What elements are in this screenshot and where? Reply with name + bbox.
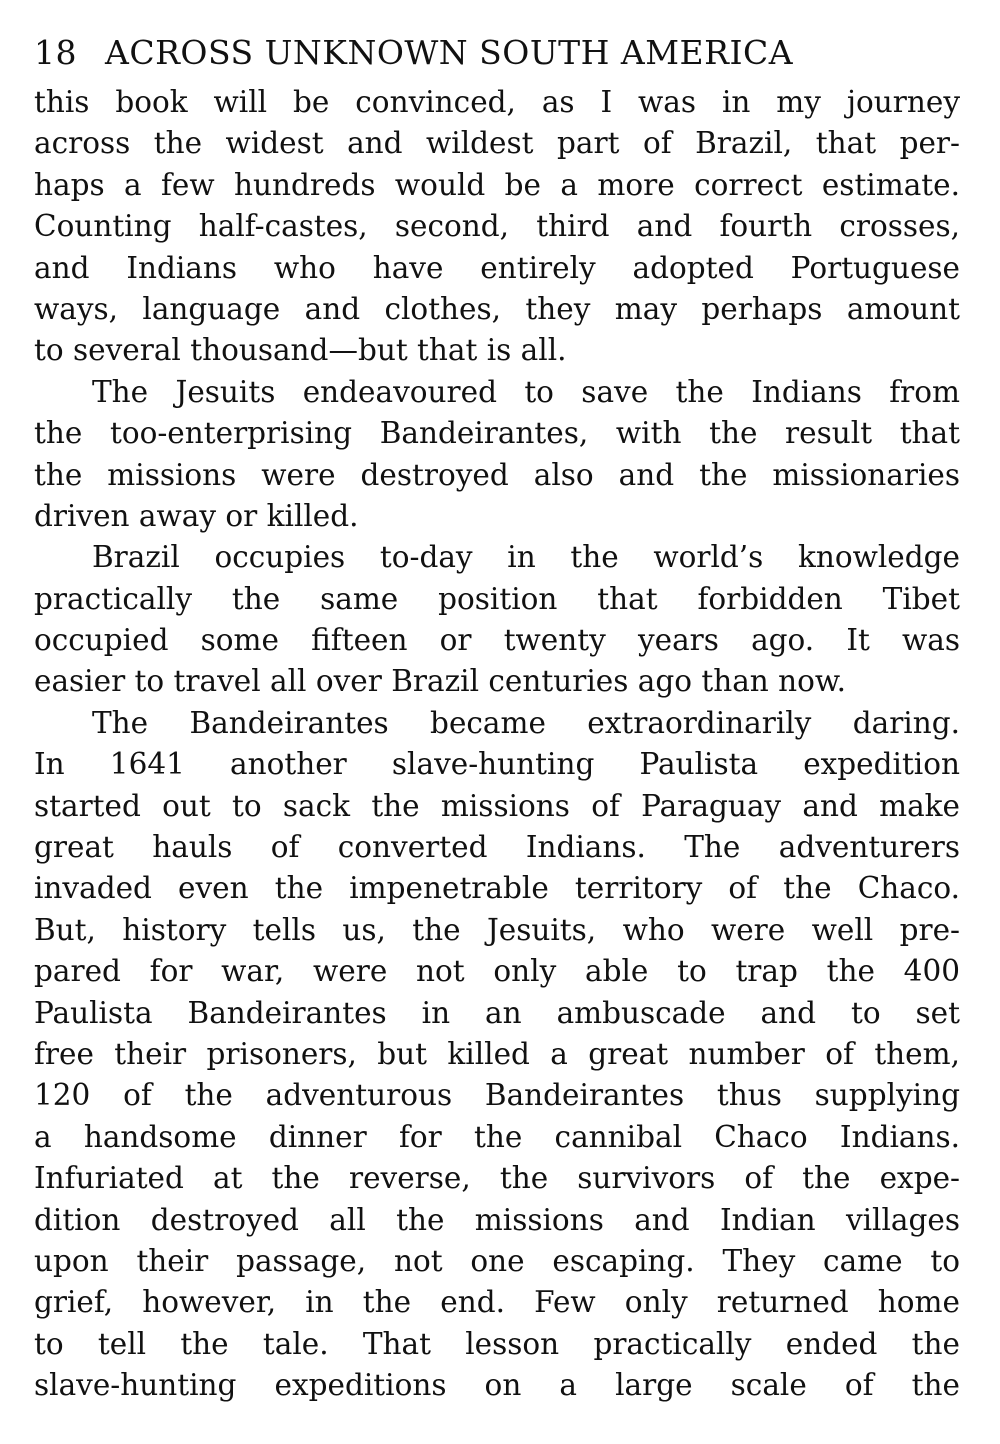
book-page [34,24,960,1407]
text-line: to several thousand—but that is all. [34,333,567,368]
text-line: Brazil occupies to-day in the world’s knowledge [92,540,960,575]
text-line: this book will be convinced, as I was in my journey [34,85,960,119]
text-line: In 1641 another slave-hunting Paulista expedition [34,747,960,782]
text-line: The Bandeirantes became extraordinarily daring. [92,705,960,740]
text-line: Counting half-castes, second, third and fourth crosses, [34,209,960,244]
text-line: Infuriated at the reverse, the survivors of the expe- [34,1161,960,1196]
text-line: the missions were destroyed also and the missionaries [34,457,960,492]
page-number: 18 [34,33,77,72]
text-line: and Indians who have entirely adopted Portuguese [34,250,960,285]
text-line: a handsome dinner for the cannibal Chaco Indians. [34,1119,960,1154]
text-line: slave-hunting expeditions on a large scale of the [34,1368,960,1403]
text-line: The Jesuits endeavoured to save the Indians from [92,374,960,409]
text-line: the too-enterprising Bandeirantes, with the result that [34,416,960,451]
text-line: easier to travel all over Brazil centuries ago than now. [34,664,847,699]
body-text [34,82,960,1407]
text-line: across the widest and wildest part of Brazil, that per- [34,126,960,161]
text-line: upon their passage, not one escaping. They came to [34,1243,960,1278]
text-line: driven away or killed. [34,498,359,533]
text-line: Paulista Bandeirantes in an ambuscade and to set [34,995,960,1030]
running-title: ACROSS UNKNOWN SOUTH AMERICA [105,33,794,72]
text-line: ways, language and clothes, they may perhaps amount [34,291,960,326]
text-line: haps a few hundreds would be a more correct estimate. [34,167,960,202]
text-line: started out to sack the missions of Paraguay and make [34,788,960,823]
text-line: But, history tells us, the Jesuits, who were well pre- [34,912,960,947]
running-header [34,24,960,82]
text-line: grief, however, in the end. Few only returned home [34,1285,960,1320]
text-line: invaded even the impenetrable territory of the Chaco. [34,871,960,906]
text-line: to tell the tale. That lesson practically ended the [34,1326,960,1361]
text-line: great hauls of converted Indians. The adventurers [34,830,960,865]
text-line: dition destroyed all the missions and Indian villages [34,1202,960,1237]
text-line: 120 of the adventurous Bandeirantes thus supplying [34,1078,960,1113]
text-line: pared for war, were not only able to trap the 400 [34,954,960,989]
text-line: practically the same position that forbidden Tibet [34,581,960,616]
text-line: occupied some fifteen or twenty years ago. It was [34,623,960,658]
text-line: free their prisoners, but killed a great number of them, [34,1036,960,1071]
